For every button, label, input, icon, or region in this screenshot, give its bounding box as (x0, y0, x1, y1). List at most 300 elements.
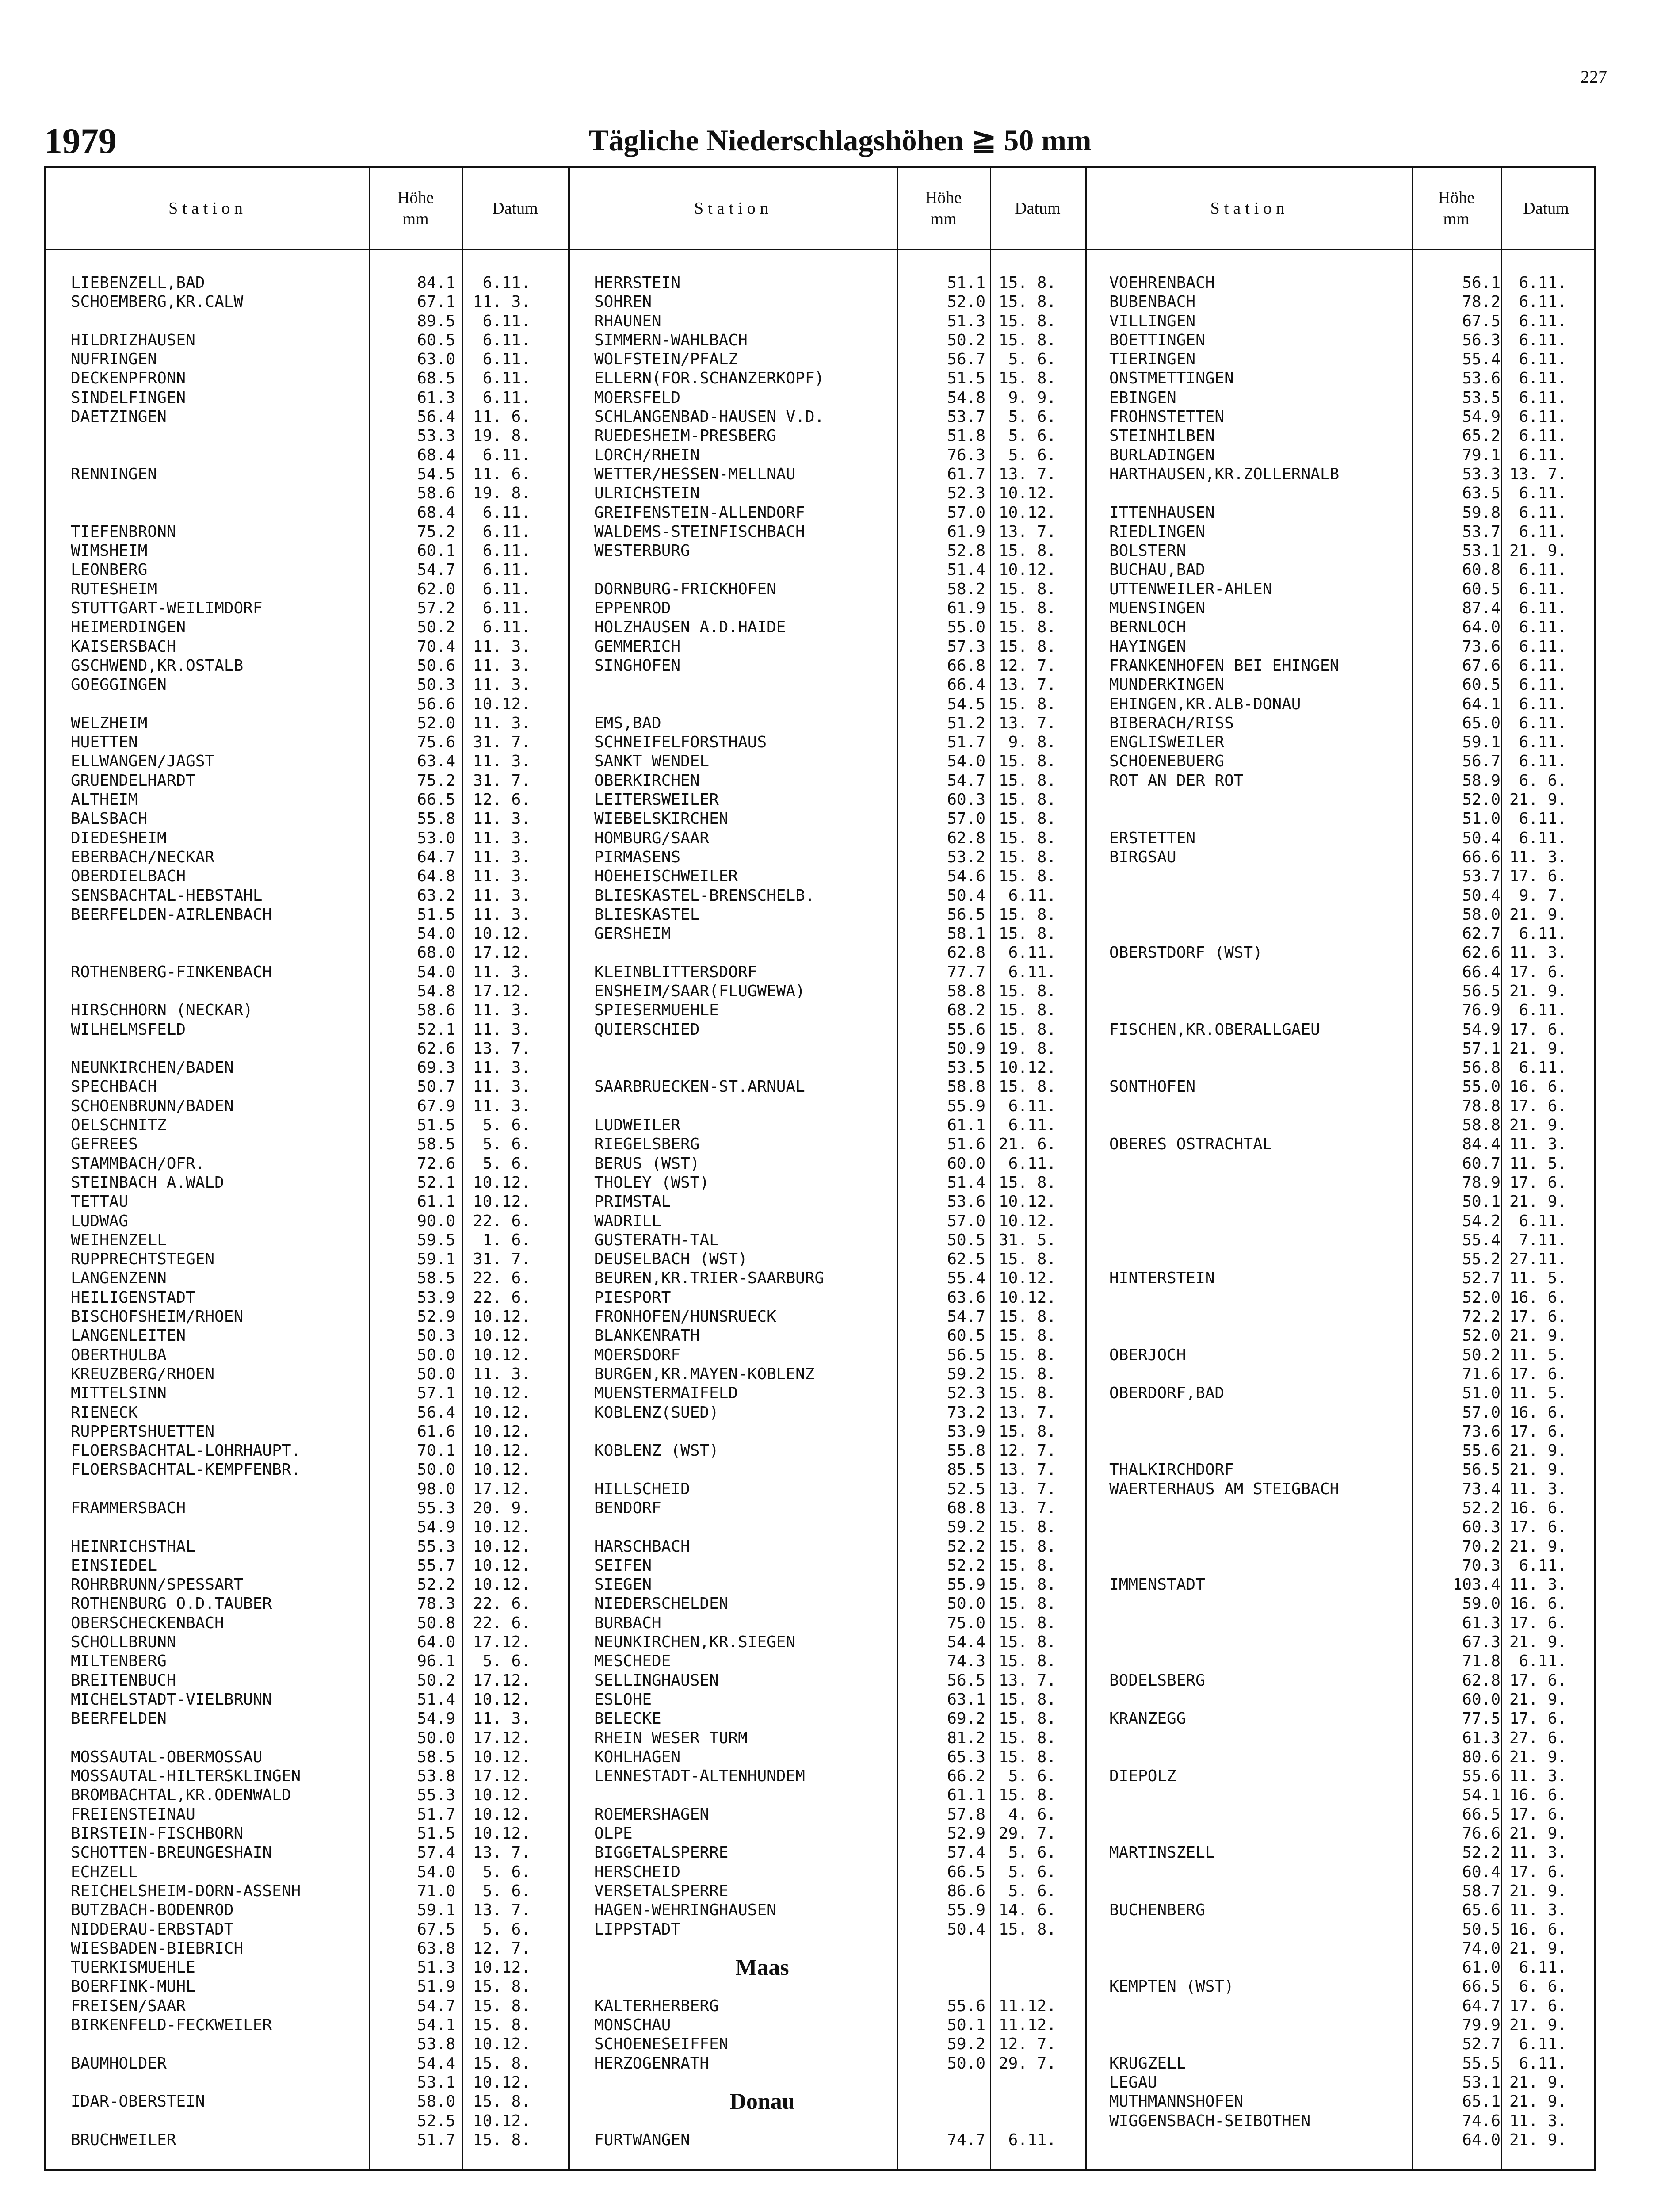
date-value: 10.12. (473, 1308, 531, 1326)
table-row (570, 1422, 1085, 1441)
station-name: LEGAU (1109, 2073, 1157, 2092)
table-row (1087, 1614, 1594, 1633)
station-name: HOLZHAUSEN A.D.HAIDE (594, 618, 786, 637)
table-row (46, 1863, 568, 1882)
station-name: OBERTHULBA (71, 1346, 167, 1364)
table-row (1087, 331, 1594, 350)
station-name: NIDDERAU-ERBSTADT (71, 1920, 234, 1939)
height-value: 59.2 (947, 2035, 985, 2054)
date-value: 11. 3. (1509, 1901, 1567, 1920)
height-value: 57.1 (417, 1384, 455, 1403)
station-name: RUPPERTSHUETTEN (71, 1422, 215, 1441)
station-name: LEITERSWEILER (594, 791, 719, 809)
height-value: 80.6 (1462, 1748, 1501, 1766)
station-name: FREIENSTEINAU (71, 1805, 195, 1824)
table-row (570, 1786, 1085, 1805)
table-row (46, 943, 568, 962)
date-value: 15. 8. (998, 982, 1056, 1000)
station-name: BOLSTERN (1109, 542, 1186, 560)
station-name: OBERSTDORF (WST) (1109, 944, 1263, 962)
station-name: ENGLISWEILER (1109, 733, 1225, 752)
date-value: 11. 3. (473, 656, 531, 675)
station-name: ELLWANGEN/JAGST (71, 752, 215, 771)
station-name: FROHNSTETTEN (1109, 408, 1225, 426)
station-name: RHAUNEN (594, 312, 661, 330)
date-value: 14. 6. (998, 1901, 1056, 1920)
table-row (1087, 1001, 1594, 1020)
table-row (46, 656, 568, 675)
table-row (1087, 1346, 1594, 1365)
table-row (1087, 2016, 1594, 2035)
date-value: 17.12. (473, 1633, 531, 1652)
table-row (46, 1499, 568, 1518)
station-name: HOMBURG/SAAR (594, 829, 710, 847)
table-row (1087, 1594, 1594, 1613)
height-value: 58.6 (417, 1001, 455, 1020)
date-value: 22. 6. (473, 1269, 531, 1288)
station-name: BREITENBUCH (71, 1671, 176, 1690)
header-date (1501, 168, 1592, 249)
date-value: 21. 9. (1509, 1748, 1567, 1766)
table-row (46, 924, 568, 943)
height-value: 73.2 (947, 1403, 985, 1422)
date-value: 31. 7. (473, 771, 531, 790)
height-value: 54.8 (417, 982, 455, 1000)
basin-heading (570, 1955, 1085, 1981)
date-value: 6.11. (482, 388, 531, 407)
date-value: 6.11. (1008, 1116, 1056, 1135)
station-name: MOSSAUTAL-HILTERSKLINGEN (71, 1767, 301, 1786)
date-value: 6.11. (1519, 1059, 1567, 1077)
height-value: 60.1 (417, 542, 455, 560)
station-name: RENNINGEN (71, 465, 157, 483)
height-value: 65.2 (1462, 427, 1501, 445)
table-row (46, 1575, 568, 1594)
table-row (570, 1594, 1085, 1613)
table-row (46, 1901, 568, 1920)
table-row (46, 1365, 568, 1384)
date-value: 11. 3. (473, 1001, 531, 1020)
table-row (46, 541, 568, 560)
date-value: 13. 7. (473, 1844, 531, 1862)
date-value: 10.12. (473, 1537, 531, 1556)
table-row (570, 1097, 1085, 1116)
table-row (570, 867, 1085, 886)
table-row (46, 2054, 568, 2073)
date-value: 6.11. (482, 369, 531, 388)
table-row (1087, 484, 1594, 503)
table-row (1087, 637, 1594, 656)
height-value: 52.0 (947, 293, 985, 311)
table-row (570, 675, 1085, 694)
date-value: 6.11. (1519, 733, 1567, 752)
table-row (1087, 1709, 1594, 1728)
date-value: 12. 7. (998, 656, 1056, 675)
table-row (46, 1594, 568, 1613)
station-name: RUEDESHEIM-PRESBERG (594, 427, 776, 445)
date-value: 17. 6. (1509, 1863, 1567, 1881)
table-row (570, 1863, 1085, 1882)
table-row (1087, 1058, 1594, 1077)
date-value: 16. 6. (1509, 1403, 1567, 1422)
height-value: 58.5 (417, 1748, 455, 1766)
table-row (46, 1997, 568, 2016)
height-value: 54.6 (947, 867, 985, 886)
height-value: 54.7 (947, 1308, 985, 1326)
date-value: 16. 6. (1509, 1595, 1567, 1613)
table-row (1087, 446, 1594, 465)
station-name: WIGGENSBACH-SEIBOTHEN (1109, 2112, 1311, 2130)
height-value: 55.8 (947, 1442, 985, 1460)
date-value: 15. 8. (998, 1786, 1056, 1805)
table-row (570, 905, 1085, 924)
date-value: 10.12. (473, 925, 531, 943)
date-value: 15. 8. (998, 905, 1056, 924)
height-value: 61.1 (417, 1193, 455, 1211)
date-value: 13. 7. (998, 522, 1056, 541)
height-value: 50.1 (947, 2016, 985, 2035)
height-value: 84.1 (417, 274, 455, 292)
date-value: 10.12. (473, 1518, 531, 1537)
table-row (570, 388, 1085, 407)
height-value: 85.5 (947, 1461, 985, 1479)
station-name: FRAMMERSBACH (71, 1499, 186, 1517)
station-name: RIEGELSBERG (594, 1135, 700, 1154)
date-value: 31. 7. (473, 1250, 531, 1269)
header-date (462, 168, 568, 249)
height-value: 58.1 (947, 925, 985, 943)
date-value: 15. 8. (998, 293, 1056, 311)
station-name: MUTHMANNSHOFEN (1109, 2092, 1244, 2111)
height-value: 53.6 (947, 1193, 985, 1211)
station-name: OBERES OSTRACHTAL (1109, 1135, 1272, 1154)
header-station-label: Station (694, 199, 773, 218)
height-value: 66.5 (947, 1863, 985, 1881)
table-row (570, 809, 1085, 828)
height-value: 59.5 (417, 1231, 455, 1249)
station-name: SONTHOFEN (1109, 1078, 1196, 1096)
height-value: 50.4 (1462, 829, 1501, 847)
date-value: 15. 8. (998, 1327, 1056, 1345)
table-row (1087, 695, 1594, 714)
table-row (570, 503, 1085, 522)
date-value: 13. 7. (998, 1461, 1056, 1479)
height-value: 64.7 (417, 848, 455, 866)
table-row (570, 1767, 1085, 1786)
height-value: 87.4 (1462, 599, 1501, 618)
table-row (46, 1805, 568, 1824)
table-row (1087, 1307, 1594, 1326)
height-value: 60.5 (417, 331, 455, 349)
date-value: 6. 6. (1519, 771, 1567, 790)
date-value: 15. 8. (998, 1633, 1056, 1652)
height-value: 51.0 (1462, 810, 1501, 828)
table-row (570, 312, 1085, 331)
height-value: 52.1 (417, 1020, 455, 1039)
table-row (1087, 733, 1594, 752)
table-row (1087, 599, 1594, 618)
date-value: 6.11. (1519, 829, 1567, 847)
station-name: MUNDERKINGEN (1109, 676, 1225, 694)
height-value: 50.4 (947, 1920, 985, 1939)
table-row (1087, 1173, 1594, 1192)
station-name: WETTER/HESSEN-MELLNAU (594, 465, 796, 483)
date-value: 11. 3. (473, 867, 531, 886)
table-row (570, 1441, 1085, 1460)
table-row (570, 1173, 1085, 1192)
date-value: 15. 8. (998, 867, 1056, 886)
date-value: 5. 6. (1008, 408, 1056, 426)
height-value: 64.8 (417, 867, 455, 886)
table-row (1087, 312, 1594, 331)
table-row (1087, 426, 1594, 445)
station-name: RUTESHEIM (71, 580, 157, 598)
height-value: 52.1 (417, 1173, 455, 1192)
date-value: 11. 3. (473, 637, 531, 656)
date-value: 6.11. (482, 580, 531, 598)
header-height-label: Höhe (397, 188, 434, 207)
table-row (570, 1039, 1085, 1058)
station-name: FLOERSBACHTAL-LOHRHAUPT. (71, 1442, 301, 1460)
table-row (1087, 292, 1594, 311)
height-value: 62.5 (947, 1250, 985, 1269)
station-name: BLANKENRATH (594, 1327, 700, 1345)
table-row (46, 407, 568, 426)
date-value: 21. 9. (1509, 1825, 1567, 1843)
table-row (570, 1269, 1085, 1288)
table-row (570, 790, 1085, 809)
height-value: 60.5 (947, 1327, 985, 1345)
date-value: 13. 7. (998, 1403, 1056, 1422)
date-value: 15. 8. (998, 1001, 1056, 1020)
date-value: 10.12. (473, 1327, 531, 1345)
station-name: BOETTINGEN (1109, 331, 1205, 349)
station-name: HEILIGENSTADT (71, 1288, 195, 1307)
date-value: 16. 6. (1509, 1920, 1567, 1939)
date-value: 11.12. (998, 2016, 1056, 2035)
station-name: REICHELSHEIM-DORN-ASSENH (71, 1882, 301, 1900)
station-name: SPIESERMUEHLE (594, 1001, 719, 1020)
station-name: FLOERSBACHTAL-KEMPFENBR. (71, 1461, 301, 1479)
height-value: 53.5 (1462, 388, 1501, 407)
table-row (1087, 1824, 1594, 1843)
table-row (570, 848, 1085, 867)
date-value: 21. 9. (1509, 982, 1567, 1000)
date-value: 10.12. (998, 1288, 1056, 1307)
height-value: 71.0 (417, 1882, 455, 1900)
date-value: 5. 6. (1008, 1767, 1056, 1786)
date-value: 22. 6. (473, 1595, 531, 1613)
date-value: 11. 3. (1509, 944, 1567, 962)
table-row (46, 1403, 568, 1422)
date-value: 10.12. (998, 561, 1056, 579)
height-value: 62.6 (417, 1039, 455, 1058)
table-row (46, 1288, 568, 1307)
height-value: 58.0 (417, 2092, 455, 2111)
date-value: 12. 7. (473, 1939, 531, 1958)
height-value: 53.7 (1462, 522, 1501, 541)
height-value: 58.7 (1462, 1882, 1501, 1900)
height-value: 60.0 (947, 1154, 985, 1173)
height-value: 52.9 (947, 1825, 985, 1843)
station-name: WEIHENZELL (71, 1231, 167, 1249)
date-value: 22. 6. (473, 1614, 531, 1632)
date-value: 15. 8. (998, 829, 1056, 847)
station-name: SAARBRUECKEN-ST.ARNUAL (594, 1078, 805, 1096)
table-row (1087, 829, 1594, 848)
table-row (46, 1441, 568, 1460)
station-name: HOEHEISCHWEILER (594, 867, 738, 886)
height-value: 52.5 (947, 1480, 985, 1498)
table-row (1087, 1652, 1594, 1671)
table-row (1087, 350, 1594, 369)
table-row (1087, 714, 1594, 733)
station-name: BEUREN,KR.TRIER-SAARBURG (594, 1269, 825, 1288)
station-name: BERUS (WST) (594, 1154, 700, 1173)
date-value: 15. 8. (998, 848, 1056, 866)
station-name: ROT AN DER ROT (1109, 771, 1244, 790)
date-value: 15. 8. (473, 2092, 531, 2111)
station-name: FURTWANGEN (594, 2131, 690, 2149)
date-value: 5. 6. (1008, 350, 1056, 369)
date-value: 11. 3. (473, 1020, 531, 1039)
height-value: 77.7 (947, 963, 985, 981)
table-row (570, 1460, 1085, 1479)
date-value: 6.11. (1008, 2131, 1056, 2149)
height-value: 66.2 (947, 1767, 985, 1786)
date-value: 5. 6. (1008, 1844, 1056, 1862)
station-name: NIEDERSCHELDEN (594, 1595, 729, 1613)
table-row (570, 1671, 1085, 1690)
height-value: 51.3 (947, 312, 985, 330)
station-name: HERZOGENRATH (594, 2054, 710, 2073)
table-row (46, 465, 568, 484)
height-value: 51.2 (947, 714, 985, 732)
date-value: 6.11. (1008, 1097, 1056, 1115)
station-name: VERSETALSPERRE (594, 1882, 729, 1900)
table-row (1087, 1786, 1594, 1805)
station-name: SCHOTTEN-BREUNGESHAIN (71, 1844, 272, 1862)
date-value: 22. 6. (473, 1288, 531, 1307)
header-date-label: Datum (492, 199, 538, 218)
table-row (46, 1384, 568, 1403)
station-name: STEINBACH A.WALD (71, 1173, 224, 1192)
table-header (1087, 168, 1594, 250)
date-value: 12. 6. (473, 791, 531, 809)
height-value: 57.1 (1462, 1039, 1501, 1058)
station-name: DAETZINGEN (71, 408, 167, 426)
date-value: 11. 3. (473, 1365, 531, 1383)
height-value: 84.4 (1462, 1135, 1501, 1154)
table-row (1087, 1977, 1594, 1996)
table-row (570, 637, 1085, 656)
height-value: 50.5 (947, 1231, 985, 1249)
station-name: HARSCHBACH (594, 1537, 690, 1556)
table-row (1087, 580, 1594, 599)
height-value: 71.8 (1462, 1652, 1501, 1671)
table-row (1087, 1958, 1594, 1977)
table-row (46, 350, 568, 369)
height-value: 67.5 (417, 1920, 455, 1939)
table-row (46, 1307, 568, 1326)
table-row (46, 695, 568, 714)
date-value: 17. 6. (1509, 1422, 1567, 1441)
date-value: 21. 9. (1509, 2131, 1567, 2149)
height-value: 51.5 (417, 1825, 455, 1843)
table-row (1087, 675, 1594, 694)
date-value: 15. 8. (998, 1556, 1056, 1575)
station-name: GERSHEIM (594, 925, 671, 943)
table-row (46, 2016, 568, 2035)
height-value: 55.3 (417, 1786, 455, 1805)
height-value: 56.4 (417, 408, 455, 426)
table-row (570, 886, 1085, 905)
table-header (570, 168, 1085, 250)
date-value: 11. 3. (1509, 2112, 1567, 2130)
date-value: 29. 7. (998, 2054, 1056, 2073)
date-value: 6.11. (482, 350, 531, 369)
height-value: 55.8 (417, 810, 455, 828)
height-value: 54.0 (947, 752, 985, 771)
height-value: 55.9 (947, 1097, 985, 1115)
station-name: ENSHEIM/SAAR(FLUGWEWA) (594, 982, 805, 1000)
height-value: 67.6 (1462, 656, 1501, 675)
station-name: BUCHAU,BAD (1109, 561, 1205, 579)
station-name: GUSTERATH-TAL (594, 1231, 719, 1249)
table-row (570, 1192, 1085, 1211)
height-value: 68.4 (417, 446, 455, 464)
header-height (369, 168, 462, 249)
table-row (46, 1977, 568, 1996)
basin-heading (570, 2089, 1085, 2115)
height-value: 56.5 (1462, 1461, 1501, 1479)
table-row (570, 2016, 1085, 2035)
date-value: 17.12. (473, 1671, 531, 1690)
height-value: 52.3 (947, 1384, 985, 1403)
height-value: 68.4 (417, 503, 455, 522)
table-row (1087, 2054, 1594, 2073)
date-value: 6.11. (1519, 637, 1567, 656)
station-name: ERSTETTEN (1109, 829, 1196, 847)
table-row (570, 1939, 1085, 1958)
height-value: 50.0 (417, 1365, 455, 1383)
date-value: 10.12. (473, 1173, 531, 1192)
date-value: 15. 8. (998, 1710, 1056, 1728)
height-value: 78.3 (417, 1595, 455, 1613)
station-name: ITTENHAUSEN (1109, 503, 1215, 522)
table-row (1087, 2131, 1594, 2150)
table-row (1087, 1575, 1594, 1594)
date-value: 9. 7. (1519, 886, 1567, 905)
date-value: 11. 3. (1509, 1480, 1567, 1498)
table-row (46, 1269, 568, 1288)
table-row (570, 426, 1085, 445)
station-name: NUFRINGEN (71, 350, 157, 369)
station-name: BIRSTEIN-FISCHBORN (71, 1825, 244, 1843)
table-row (46, 446, 568, 465)
station-name: ROHRBRUNN/SPESSART (71, 1576, 244, 1594)
table-row (1087, 1480, 1594, 1499)
table-row (570, 1499, 1085, 1518)
date-value: 6.11. (1519, 274, 1567, 292)
station-name: HERSCHEID (594, 1863, 681, 1881)
date-value: 6.11. (1519, 484, 1567, 503)
date-value: 6.11. (482, 446, 531, 464)
station-name: SCHOENESEIFFEN (594, 2035, 729, 2054)
height-value: 60.3 (947, 791, 985, 809)
table-row (46, 2073, 568, 2092)
date-value: 11. 5. (1509, 1384, 1567, 1403)
